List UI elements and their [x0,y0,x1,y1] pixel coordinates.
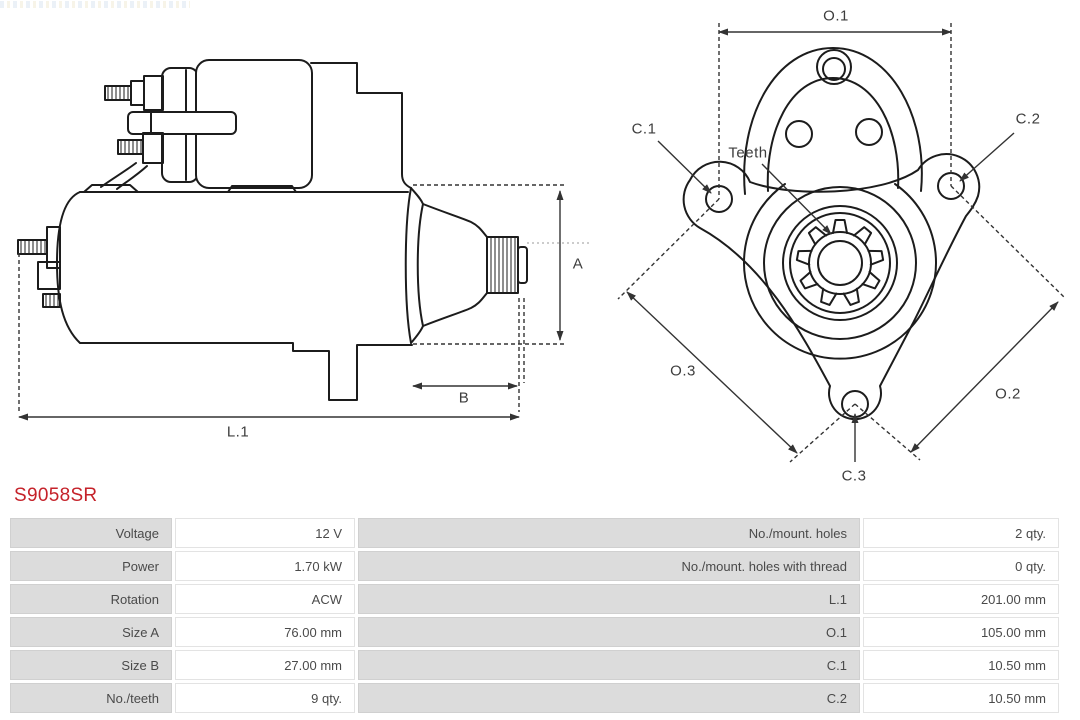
dim-label-c2: C.2 [1015,110,1041,128]
side-view-dimensions [19,185,592,417]
dim-label-a: A [572,255,584,273]
spec-value-mount-holes-thread: 0 qty. [863,551,1059,581]
dim-label-l1: L.1 [226,423,250,441]
spec-label-mount-holes-thread: No./mount. holes with thread [358,551,860,581]
spec-label-teeth: No./teeth [10,683,172,713]
spec-value-c1: 10.50 mm [863,650,1059,680]
dim-label-c1: C.1 [631,120,657,138]
spec-label-mount-holes: No./mount. holes [358,518,860,548]
spec-table [10,518,1063,713]
spec-label-power: Power [10,551,172,581]
dim-label-teeth: Teeth [728,144,768,162]
spec-value-size-b: 27.00 mm [175,650,355,680]
spec-value-mount-holes: 2 qty. [863,518,1059,548]
dim-label-c3: C.3 [841,467,867,485]
spec-label-voltage: Voltage [10,518,172,548]
spec-label-o1: O.1 [358,617,860,647]
spec-value-voltage: 12 V [175,518,355,548]
spec-label-c2: C.2 [358,683,860,713]
spec-label-l1: L.1 [358,584,860,614]
spec-value-power: 1.70 kW [175,551,355,581]
dim-label-b: B [458,389,470,407]
spec-label-size-b: Size B [10,650,172,680]
spec-label-rotation: Rotation [10,584,172,614]
spec-value-teeth: 9 qty. [175,683,355,713]
dim-label-o2: O.2 [995,385,1021,403]
spec-value-rotation: ACW [175,584,355,614]
spec-label-size-a: Size A [10,617,172,647]
starter-side-view [18,60,527,400]
spec-value-o1: 105.00 mm [863,617,1059,647]
dim-label-o1: O.1 [823,7,849,25]
dim-label-o3: O.3 [670,362,696,380]
spec-label-c1: C.1 [358,650,860,680]
part-number: S9058SR [14,485,98,506]
spec-value-size-a: 76.00 mm [175,617,355,647]
spec-value-c2: 10.50 mm [863,683,1059,713]
spec-value-l1: 201.00 mm [863,584,1059,614]
